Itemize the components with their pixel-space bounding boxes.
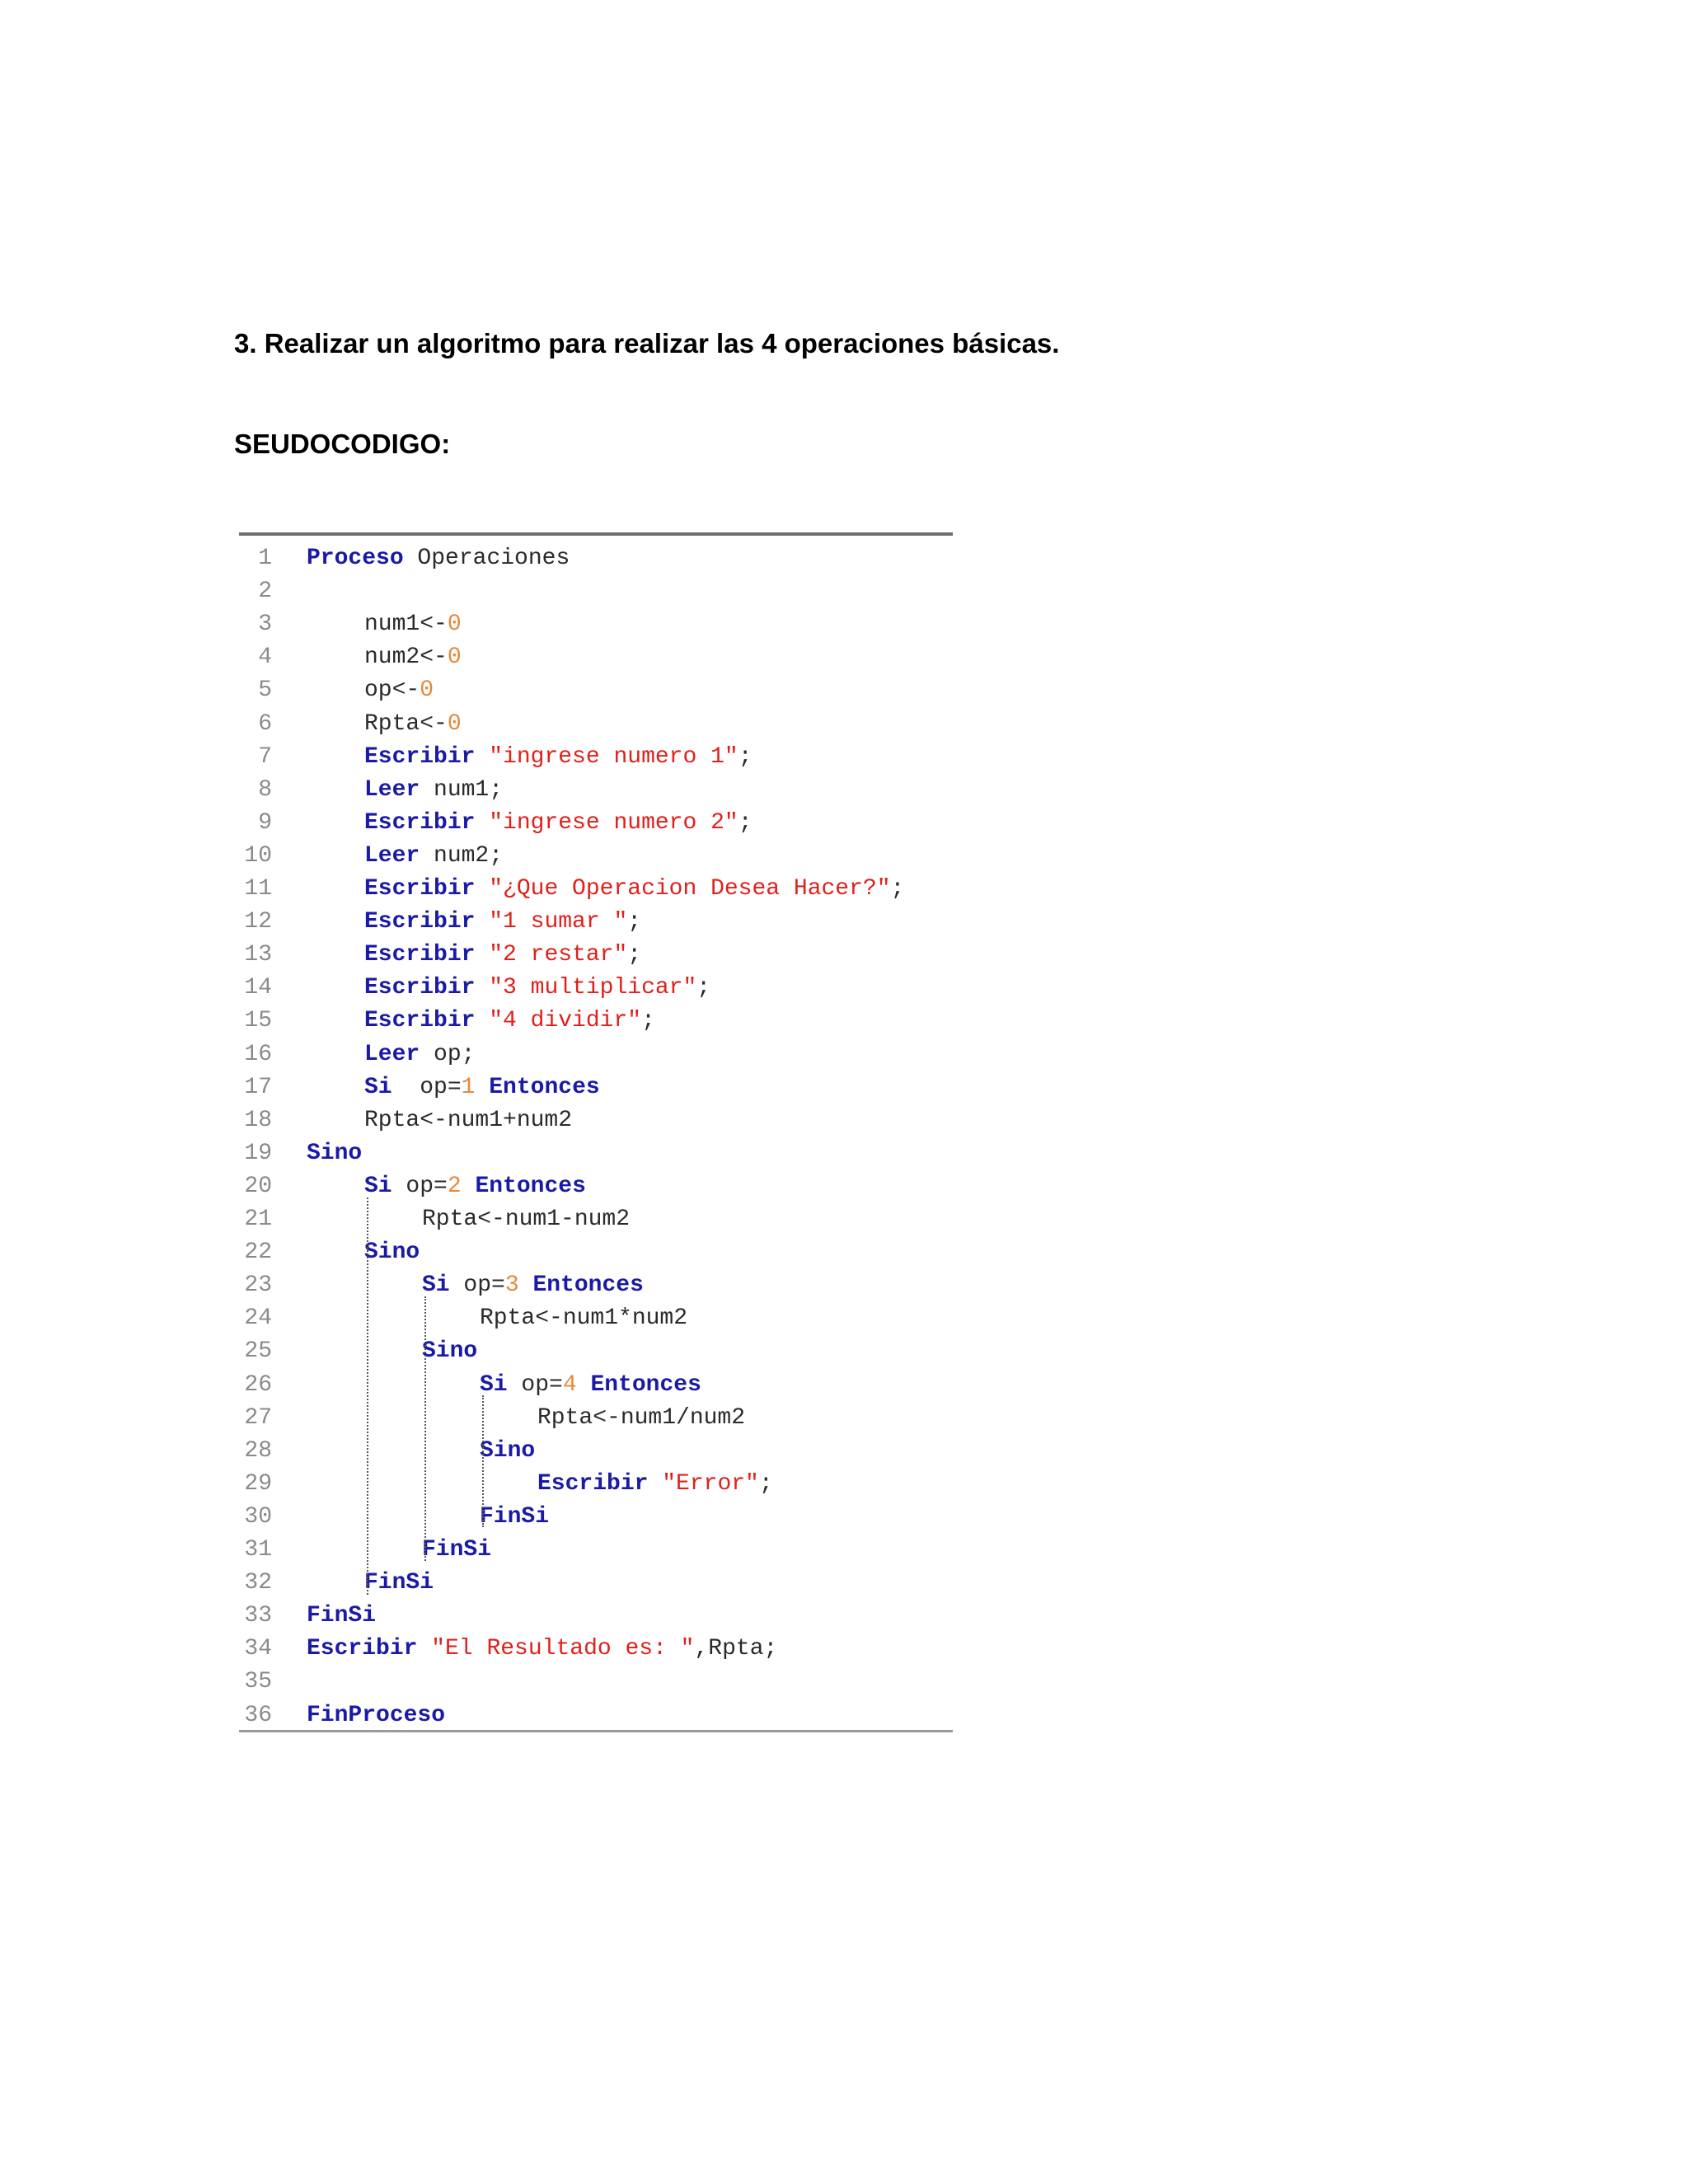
code-token: Escribir xyxy=(364,975,476,1001)
code-text xyxy=(364,641,462,674)
line-number: 17 xyxy=(244,1074,272,1100)
code-token: "4 dividir" xyxy=(489,1008,642,1034)
line-number: 20 xyxy=(244,1173,272,1199)
line-number: 21 xyxy=(244,1207,272,1232)
code-token xyxy=(475,744,489,770)
code-token: num1; xyxy=(420,776,504,803)
line-number: 32 xyxy=(244,1570,272,1596)
line-number: 24 xyxy=(244,1305,272,1332)
code-token xyxy=(475,810,489,836)
code-token: op= xyxy=(392,1074,462,1100)
section-title: SEUDOCODIGO: xyxy=(234,429,451,459)
line-number: 31 xyxy=(244,1537,272,1563)
code-text xyxy=(364,906,641,939)
code-token: "¿Que Operacion Desea Hacer?" xyxy=(489,876,891,902)
code-text xyxy=(537,1468,773,1501)
code-token: "3 multiplicar" xyxy=(489,975,697,1001)
line-number: 29 xyxy=(244,1470,272,1497)
code-token xyxy=(577,1372,591,1398)
code-token: 0 xyxy=(420,677,434,704)
code-text xyxy=(364,807,753,840)
line-number: 6 xyxy=(258,710,272,737)
code-token xyxy=(462,1174,476,1199)
code-token: Rpta<-num1/num2 xyxy=(537,1404,746,1431)
code-text xyxy=(364,873,904,906)
line-number: 26 xyxy=(244,1371,272,1398)
code-text xyxy=(480,1302,687,1335)
line-number: 14 xyxy=(244,975,272,1001)
code-token: op= xyxy=(507,1371,563,1398)
line-number: 4 xyxy=(258,644,272,671)
code-text xyxy=(364,972,710,1005)
code-token: Si xyxy=(422,1272,450,1299)
code-token: Entonces xyxy=(532,1272,644,1299)
code-token: ; xyxy=(738,809,753,836)
code-token: ; xyxy=(758,1470,773,1497)
code-token: Escribir xyxy=(537,1470,649,1497)
line-number: 35 xyxy=(244,1669,272,1695)
code-text xyxy=(422,1335,477,1368)
code-token: Escribir xyxy=(364,876,476,902)
code-token xyxy=(475,942,489,968)
line-number: 19 xyxy=(244,1140,272,1166)
code-token xyxy=(475,876,489,902)
code-token: 1 xyxy=(461,1074,476,1100)
line-number: 23 xyxy=(244,1272,272,1299)
code-token: "2 restar" xyxy=(489,942,628,968)
code-token: ; xyxy=(627,909,642,935)
code-text xyxy=(364,608,462,641)
code-token: "ingrese numero 1" xyxy=(489,743,738,770)
code-token: "ingrese numero 2" xyxy=(489,809,738,836)
line-number: 3 xyxy=(258,612,272,638)
code-token xyxy=(475,1075,489,1100)
code-token: op= xyxy=(449,1272,505,1299)
code-token: 0 xyxy=(447,644,462,671)
code-text xyxy=(307,542,570,575)
indent-guide xyxy=(482,1395,484,1527)
code-token: num1<- xyxy=(364,612,448,638)
line-number: 34 xyxy=(244,1636,272,1662)
line-number: 28 xyxy=(244,1437,272,1464)
code-token: num2<- xyxy=(364,644,448,671)
line-number: 10 xyxy=(244,842,272,869)
code-token: Sino xyxy=(364,1240,420,1266)
code-token: 4 xyxy=(562,1371,577,1398)
line-number: 12 xyxy=(244,909,272,935)
code-token: FinSi xyxy=(307,1603,377,1629)
line-number: 11 xyxy=(244,876,272,902)
code-token: Si xyxy=(480,1371,508,1398)
code-token xyxy=(519,1272,533,1298)
code-token: Entonces xyxy=(590,1371,701,1398)
line-number: 9 xyxy=(258,809,272,836)
code-token: num2; xyxy=(420,842,504,869)
code-text xyxy=(364,1170,586,1203)
code-text xyxy=(422,1534,491,1567)
code-token xyxy=(475,909,489,935)
code-token: Sino xyxy=(422,1338,478,1365)
code-token: Leer xyxy=(364,776,420,803)
code-token: Rpta<-num1-num2 xyxy=(422,1207,631,1232)
code-text xyxy=(364,1005,655,1038)
code-text xyxy=(307,1137,362,1170)
code-token: 0 xyxy=(447,710,462,737)
code-token: FinProceso xyxy=(307,1702,446,1728)
code-token: Operaciones xyxy=(403,546,570,571)
code-token: "El Resultado es: " xyxy=(431,1636,695,1662)
code-text xyxy=(480,1501,549,1534)
code-text xyxy=(480,1369,701,1402)
code-text xyxy=(364,939,641,972)
line-number: 22 xyxy=(244,1240,272,1266)
code-token xyxy=(648,1471,662,1497)
code-token: ; xyxy=(696,975,711,1001)
code-token xyxy=(417,1636,431,1661)
code-token: op= xyxy=(392,1173,448,1199)
line-number: 5 xyxy=(258,677,272,704)
code-token: 3 xyxy=(504,1272,519,1299)
code-token: Entonces xyxy=(475,1173,586,1199)
code-text xyxy=(422,1269,644,1302)
line-number: 7 xyxy=(258,743,272,770)
code-token: Si xyxy=(364,1173,392,1199)
code-token: Escribir xyxy=(364,1008,476,1034)
code-token: Rpta<- xyxy=(364,710,448,737)
code-token: 2 xyxy=(447,1173,462,1199)
code-text xyxy=(364,840,503,873)
code-text xyxy=(307,1600,376,1633)
line-number: 33 xyxy=(244,1603,272,1629)
code-token: Sino xyxy=(480,1437,536,1464)
code-token: Rpta<-num1+num2 xyxy=(364,1107,573,1133)
indent-guide xyxy=(367,1197,368,1595)
code-text xyxy=(364,708,462,741)
code-token: Sino xyxy=(307,1140,363,1166)
code-token: Escribir xyxy=(364,942,476,968)
code-token: Si xyxy=(364,1074,392,1100)
code-token xyxy=(475,1008,489,1033)
code-token: 0 xyxy=(447,612,462,638)
line-number: 25 xyxy=(244,1338,272,1365)
code-token: Proceso xyxy=(307,546,404,571)
line-number: 1 xyxy=(258,546,272,571)
indent-guide xyxy=(424,1296,426,1561)
code-text xyxy=(364,774,503,807)
code-listing xyxy=(239,532,953,1732)
code-token: ; xyxy=(641,1008,655,1034)
line-number: 15 xyxy=(244,1008,272,1034)
code-text xyxy=(307,1633,777,1666)
code-token: Escribir xyxy=(364,743,476,770)
line-number: 13 xyxy=(244,942,272,968)
code-token: Escribir xyxy=(364,909,476,935)
code-token: ; xyxy=(890,876,905,902)
code-token: ; xyxy=(627,942,642,968)
line-number: 27 xyxy=(244,1404,272,1431)
code-token: FinSi xyxy=(364,1570,434,1596)
code-token: FinSi xyxy=(422,1537,492,1563)
code-token: FinSi xyxy=(480,1503,550,1530)
code-token: Rpta<-num1*num2 xyxy=(480,1305,688,1332)
code-text xyxy=(364,1038,475,1071)
code-token xyxy=(475,975,489,1001)
code-text xyxy=(364,1104,572,1137)
line-number: 8 xyxy=(258,776,272,803)
code-token: Escribir xyxy=(364,809,476,836)
code-token: Escribir xyxy=(307,1636,418,1662)
code-text xyxy=(422,1203,630,1236)
code-token: "1 sumar " xyxy=(489,909,628,935)
line-number: 18 xyxy=(244,1107,272,1133)
code-text xyxy=(480,1435,535,1468)
code-token: Entonces xyxy=(489,1074,600,1100)
line-number: 16 xyxy=(244,1041,272,1067)
code-token: op<- xyxy=(364,677,420,704)
code-token: Leer xyxy=(364,842,420,869)
code-token: op; xyxy=(420,1041,476,1067)
code-text xyxy=(364,674,434,707)
code-text xyxy=(307,1699,445,1732)
code-text xyxy=(364,741,753,774)
line-number: 36 xyxy=(244,1702,272,1728)
line-number: 2 xyxy=(258,579,272,605)
code-token: "Error" xyxy=(662,1470,759,1497)
question-heading: 3. Realizar un algoritmo para realizar las 4 operaciones básicas. xyxy=(234,328,1060,359)
code-text xyxy=(364,1567,434,1600)
code-token: ,Rpta; xyxy=(694,1636,778,1662)
code-text xyxy=(364,1071,600,1104)
code-text xyxy=(537,1402,745,1435)
code-token: ; xyxy=(738,743,753,770)
code-text xyxy=(364,1236,420,1269)
line-number: 30 xyxy=(244,1503,272,1530)
code-token: Leer xyxy=(364,1041,420,1067)
